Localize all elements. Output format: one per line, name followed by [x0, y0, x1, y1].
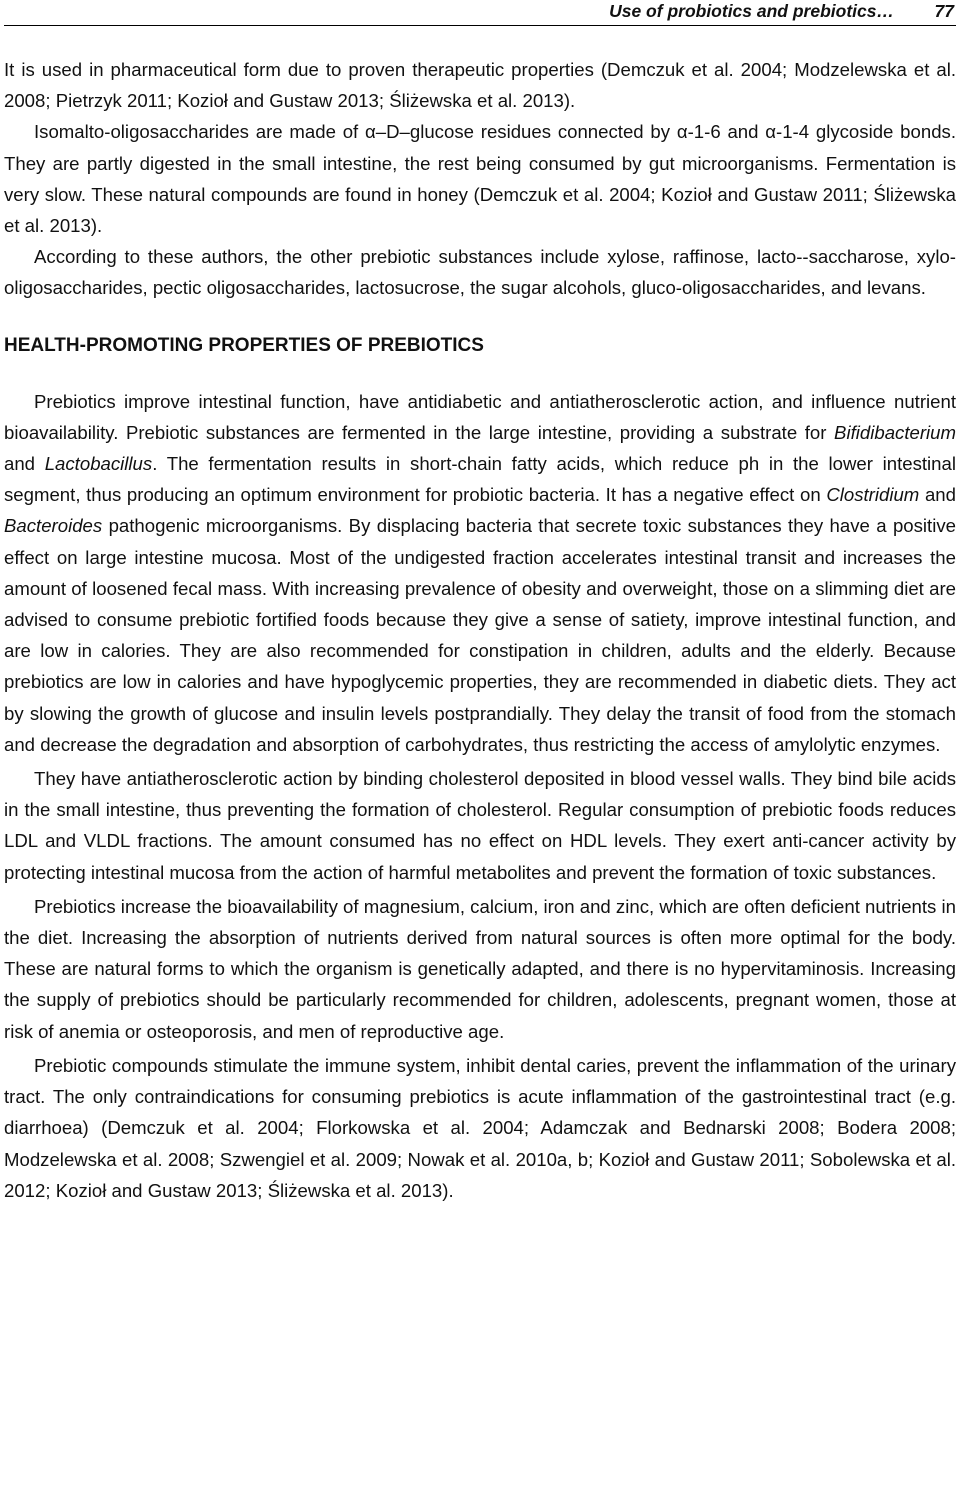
text-run: Prebiotics improve intestinal function, have antidiabetic and antiatherosclerotic action, and influence nutrient bioavailability. Prebiotic substances are fermented in the large intestine, providing a substrate for — [4, 390, 956, 443]
text-run: pathogenic microorganisms. By displacing bacteria that secrete toxic substances they have a positive effect on large intestine mucosa. Most of the undigested fraction accelerates intestinal transit and increases the amount of loosened fecal mass. With increasing prevalence of obesity and overweight, those on a slimming diet are advised to consume prebiotic fortified foods because they give a sense of satiety, improve intestinal function, and are low in calories. They are also recommended for constipation in children, adults and the elderly. Because prebiotics are low in calories and have hypoglycemic properties, they are recommended in diabetic diets. They act by slowing the growth of glucose and insulin levels postprandially. They delay the transit of food from the stomach and decrease the degradation and absorption of carbohydrates, thus restricting the access of amylolytic enzymes. — [4, 515, 956, 755]
genus-name: Lactobacillus — [44, 453, 153, 475]
body-paragraph: Prebiotics increase the bioavailability of magnesium, calcium, iron and zinc, which are often deficient nutrients in the diet. Increasing the absorption of nutrients derived from natural sources is often more optimal for the body. These are natural forms to which the organism is genetically adapted, and there is no hypervitaminosis. Increasing the supply of prebiotics should be particularly recommended for children, adolescents, pregnant women, those at risk of anemia or osteoporosis, and men of reproductive age. — [4, 895, 956, 1042]
body-paragraph: According to these authors, the other prebiotic substances include xylose, raffinose, lacto--saccharose, xylo-oligosaccharides, pectic oligosaccharides, lactosucrose, the sugar alcohols, gluco-oligosaccharides, and levans. — [4, 246, 956, 299]
running-header — [4, 0, 956, 26]
body-paragraph: They have antiatherosclerotic action by binding cholesterol deposited in blood vessel walls. They bind bile acids in the small intestine, thus preventing the formation of cholesterol. Regular consumption of prebiotic foods reduces LDL and VLDL fractions. The amount consumed has no effect on HDL levels. They exert anti-cancer activity by protecting intestinal mucosa from the action of harmful metabolites and prevent the formation of toxic substances. — [4, 768, 956, 883]
genus-name: Clostridium — [826, 484, 920, 506]
text-run: and — [4, 453, 45, 475]
running-title: Use of probiotics and prebiotics… — [609, 1, 894, 21]
genus-name: Bifidibacterium — [834, 421, 956, 443]
text-run: and — [919, 484, 956, 506]
article-body — [4, 54, 956, 1206]
body-paragraph — [4, 386, 956, 760]
body-paragraph: It is used in pharmaceutical form due to proven therapeutic properties (Demczuk et al. 2004; Modzelewska et al. 2008; Pietrzyk 2011; Kozioł and Gustaw 2013; Śliżewska et al. 2013). — [4, 59, 956, 112]
page — [4, 0, 956, 1206]
section-heading: HEALTH-PROMOTING PROPERTIES OF PREBIOTICS — [4, 334, 484, 356]
genus-name: Bacteroides — [4, 515, 103, 537]
page-number: 77 — [934, 1, 954, 21]
body-paragraph: Isomalto-oligosaccharides are made of α–D–glucose residues connected by α-1-6 and α-1-4 glycoside bonds. They are partly digested in the small intestine, the rest being consumed by gut microorganisms. Fermentation is very slow. These natural compounds are found in honey (Demczuk et al. 2004; Kozioł and Gustaw 2011; Śliżewska et al. 2013). — [4, 121, 956, 237]
text-run: . The fermentation results in short-chain fatty acids, which reduce ph in the lower intestinal segment, thus producing an optimum environment for probiotic bacteria. It has a negative effect on — [4, 453, 956, 506]
body-paragraph: Prebiotic compounds stimulate the immune system, inhibit dental caries, prevent the inflammation of the urinary tract. The only contraindications for consuming prebiotics is acute inflammation of the gastrointestinal tract (e.g. diarrhoea) (Demczuk et al. 2004; Florkowska et al. 2004; Adamczak and Bednarski 2008; Bodera 2008; Modzelewska et al. 2008; Szwengiel et al. 2009; Nowak et al. 2010a, b; Kozioł and Gustaw 2011; Sobolewska et al. 2012; Kozioł and Gustaw 2013; Śliżewska et al. 2013). — [4, 1054, 956, 1201]
